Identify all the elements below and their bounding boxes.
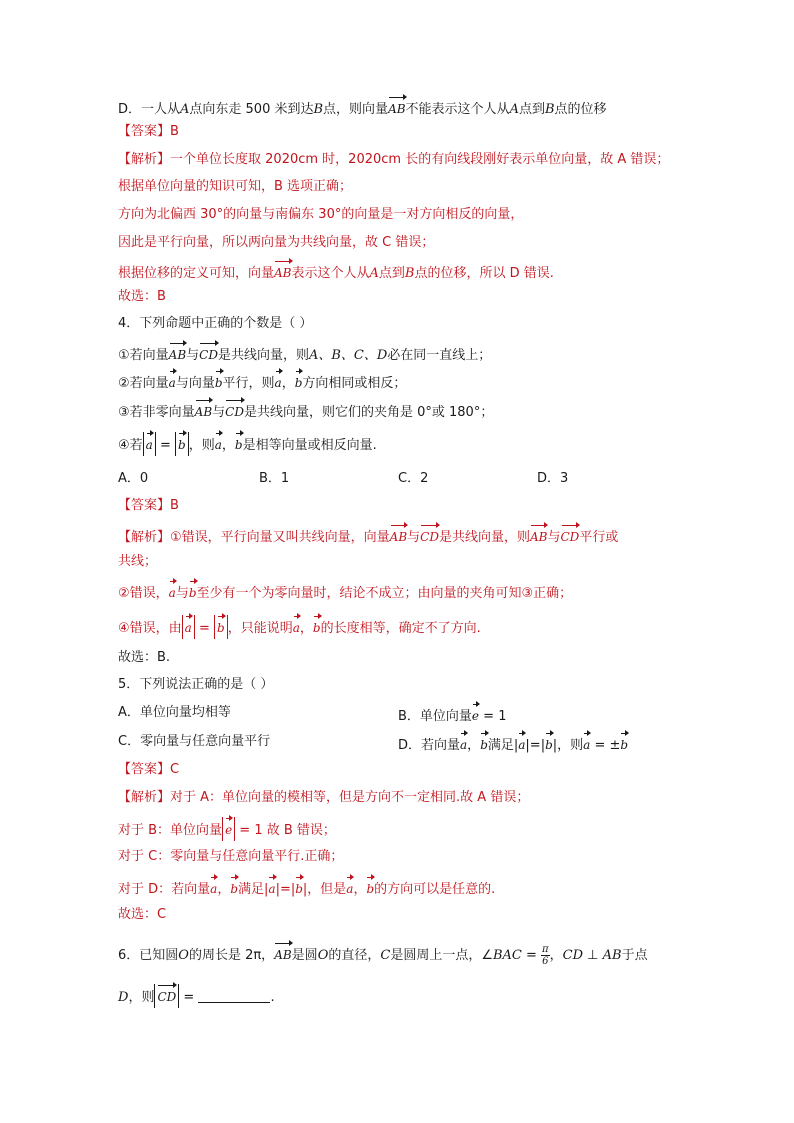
q4-statement-2: ②若向量a与向量b平行，则a，b方向相同或相反； bbox=[118, 370, 406, 394]
q5-option-b: B．单位向量e = 1 bbox=[398, 703, 506, 727]
q4-option-a: A．0 bbox=[118, 471, 149, 486]
question-6-line-2: D，则 CD = . bbox=[118, 984, 275, 1008]
q4-statement-3: ③若非零向量AB与CD是共线向量，则它们的夹角是 0°或 180°； bbox=[118, 399, 493, 423]
analysis-1-line-4: 因此是平行向量，所以两向量为共线向量，故 C 错误； bbox=[118, 235, 435, 250]
q5-option-a: A．单位向量均相等 bbox=[118, 705, 231, 720]
analysis-1-line-3: 方向为北偏西 30°的向量与南偏东 30°的向量是一对方向相反的向量， bbox=[118, 207, 524, 222]
vector-ab: AB bbox=[274, 260, 291, 283]
question-4-stem: 4．下列命题中正确的个数是（ ） bbox=[118, 316, 313, 331]
question-6-line-1: 6．已知圆O的周长是 2π，AB是圆O的直径，C是圆周上一点，∠BAC = $\frac{\pi}{6}$ ，CD ⊥ AB于点 bbox=[118, 944, 648, 967]
select-1: 故选：B bbox=[118, 289, 166, 304]
fraction-pi-over-6: $\frac{\pi}{6}$ bbox=[542, 944, 549, 967]
analysis-1-line-5: 根据位移的定义可知，向量AB表示这个人从A点到B点的位移，所以 D 错误. bbox=[118, 260, 554, 284]
answer-5: 【答案】C bbox=[118, 762, 180, 777]
q4-statement-1: ①若向量AB与CD是共线向量，则A、B、C、D必在同一直线上； bbox=[118, 342, 491, 366]
analysis-5-line-2: 对于 B：单位向量 e = 1 故 B 错误； bbox=[118, 817, 336, 841]
answer-blank[interactable] bbox=[198, 988, 270, 1003]
analysis-4-line-4: ④错误，由 a = b ，只能说明a，b的长度相等，确定不了方向. bbox=[118, 615, 481, 639]
analysis-4-line-2: 共线； bbox=[118, 554, 158, 569]
analysis-5-line-3: 对于 C：零向量与任意向量平行.正确； bbox=[118, 849, 344, 864]
answer-4: 【答案】B bbox=[118, 498, 179, 513]
question-5-stem: 5．下列说法正确的是（ ） bbox=[118, 677, 274, 692]
q5-option-d: D．若向量a，b满足|a|=|b|，则a = ±b bbox=[398, 732, 628, 756]
analysis-1-line-1: 【解析】一个单位长度取 2020cm 时，2020cm 长的有向线段刚好表示单位向量，故 A 错误； bbox=[118, 152, 670, 167]
analysis-4-line-1: 【解析】①错误，平行向量又叫共线向量，向量AB与CD是共线向量，则AB与CD平行或 bbox=[118, 524, 618, 548]
q5-option-c: C．零向量与任意向量平行 bbox=[118, 734, 271, 749]
q4-option-d: D．3 bbox=[537, 471, 569, 486]
q4-option-b: B．1 bbox=[259, 471, 290, 486]
analysis-5-line-1: 【解析】对于 A：单位向量的模相等，但是方向不一定相同.故 A 错误； bbox=[118, 790, 530, 805]
answer-1: 【答案】B bbox=[118, 124, 179, 139]
q4-option-c: C．2 bbox=[398, 471, 429, 486]
analysis-1-line-2: 根据单位向量的知识可知，B 选项正确； bbox=[118, 179, 353, 194]
analysis-5-line-4: 对于 D：若向量a，b满足|a|=|b|，但是a，b的方向可以是任意的. bbox=[118, 876, 495, 900]
select-4: 故选：B. bbox=[118, 650, 171, 665]
vector-ab: AB bbox=[388, 96, 405, 119]
option-d-line: D．一人从A点向东走 500 米到达B点，则向量AB不能表示这个人从A点到B点的位移 bbox=[118, 96, 607, 120]
select-5: 故选：C bbox=[118, 907, 167, 922]
analysis-4-line-3: ②错误，a与b至少有一个为零向量时，结论不成立；由向量的夹角可知③正确； bbox=[118, 580, 572, 604]
q4-statement-4: ④若 a = b ，则a，b是相等向量或相反向量. bbox=[118, 432, 377, 456]
